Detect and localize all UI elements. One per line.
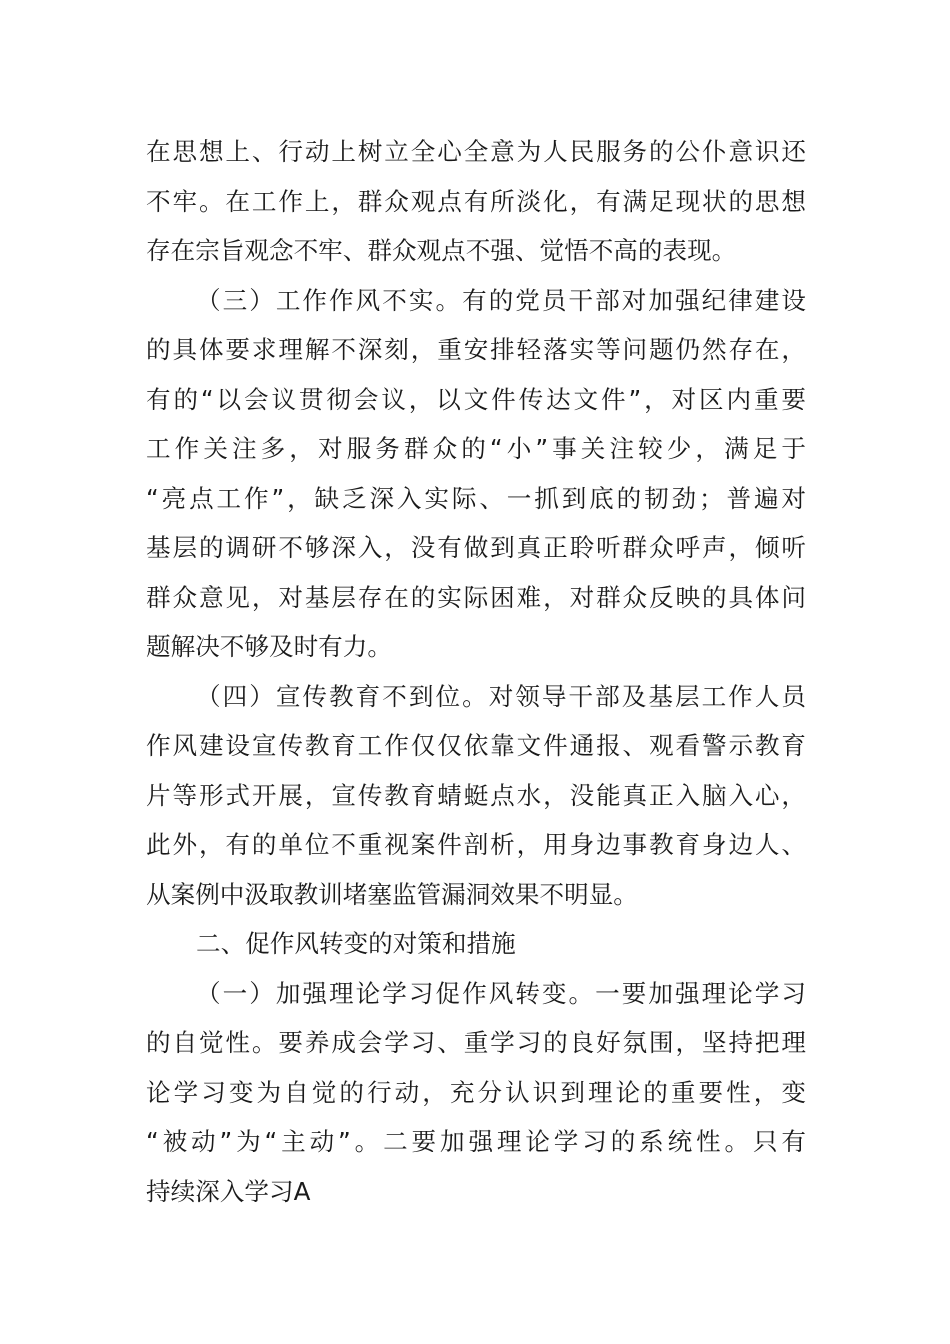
text-line: 的自觉性。要养成会学习、重学习的良好氛围，坚持把理	[146, 1028, 806, 1057]
text-line: 此外，有的单位不重视案件剖析，用身边事教育身边人、	[146, 830, 806, 859]
text-line: 基层的调研不够深入，没有做到真正聆听群众呼声，倾听	[146, 533, 806, 562]
text-line: 从案例中汲取教训堵塞监管漏洞效果不明显。	[146, 880, 638, 909]
text-line: 论学习变为自觉的行动，充分认识到理论的重要性，变	[146, 1078, 806, 1107]
text-line: 持续深入学习A	[146, 1177, 311, 1206]
section-heading-4: （四）宣传教育不到位。对领导干部及基层工作人员	[196, 682, 806, 711]
text-line: “被动”为“主动”。二要加强理论学习的系统性。只有	[146, 1127, 806, 1156]
section-heading-1: （一）加强理论学习促作风转变。一要加强理论学习	[196, 979, 806, 1008]
section-heading-3: （三）工作作风不实。有的党员干部对加强纪律建设	[196, 286, 806, 315]
text-line: “亮点工作”，缺乏深入实际、一抓到底的韧劲；普遍对	[146, 484, 806, 513]
text-line: 不牢。在工作上，群众观点有所淡化，有满足现状的思想	[146, 187, 806, 216]
text-line: 题解决不够及时有力。	[146, 632, 392, 661]
text-line: 在思想上、行动上树立全心全意为人民服务的公仆意识还	[146, 137, 806, 166]
chapter-heading: 二、促作风转变的对策和措施	[196, 929, 516, 958]
text-line: 工作关注多，对服务群众的“小”事关注较少，满足于	[146, 434, 806, 463]
text-line: 群众意见，对基层存在的实际困难，对群众反映的具体问	[146, 583, 806, 612]
text-line: 片等形式开展，宣传教育蜻蜓点水，没能真正入脑入心，	[146, 781, 806, 810]
text-line: 的具体要求理解不深刻，重安排轻落实等问题仍然存在，	[146, 335, 806, 364]
text-line: 作风建设宣传教育工作仅仅依靠文件通报、观看警示教育	[146, 731, 806, 760]
text-line: 存在宗旨观念不牢、群众观点不强、觉悟不高的表现。	[146, 236, 737, 265]
text-line: 有的“以会议贯彻会议，以文件传达文件”，对区内重要	[146, 385, 806, 414]
